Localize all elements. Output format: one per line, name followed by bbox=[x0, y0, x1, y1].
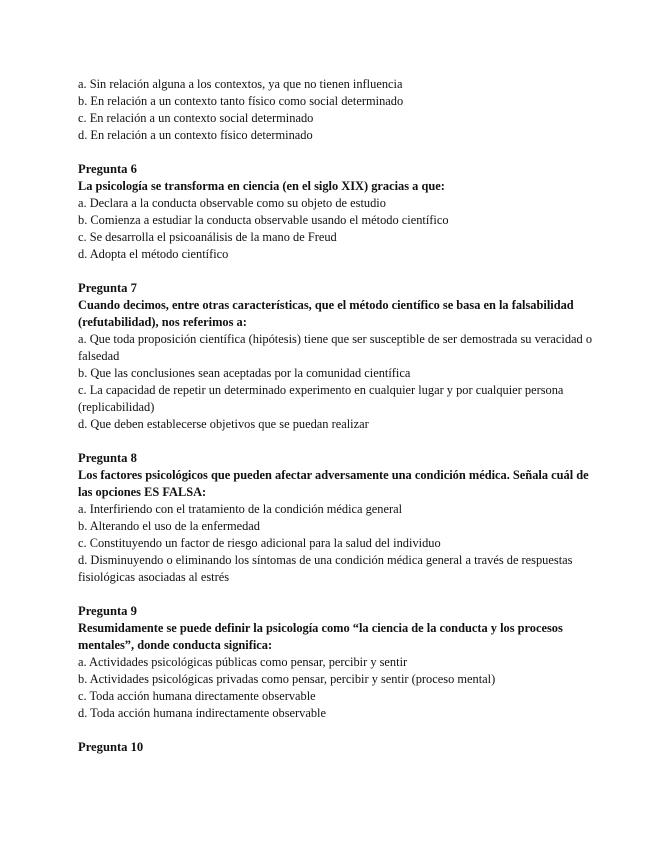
option-b: b. Comienza a estudiar la conducta observable usando el método científico bbox=[78, 213, 449, 227]
question-text: Cuando decimos, entre otras características, que el método científico se basa en la falsabilidad (refutabilidad), nos referimos a: bbox=[78, 298, 574, 329]
question-title: Pregunta 9 bbox=[78, 604, 137, 618]
option-d: d. Toda acción humana indirectamente observable bbox=[78, 706, 326, 720]
option-a: a. Declara a la conducta observable como su objeto de estudio bbox=[78, 196, 386, 210]
question-6 bbox=[78, 161, 598, 263]
option-c: c. Constituyendo un factor de riesgo adicional para la salud del individuo bbox=[78, 536, 441, 550]
option-d: d. Disminuyendo o eliminando los síntomas de una condición médica general a través de respuestas fisiológicas asociadas al estrés bbox=[78, 553, 573, 584]
question-title: Pregunta 10 bbox=[78, 740, 144, 754]
option-a: a. Sin relación alguna a los contextos, ya que no tienen influencia bbox=[78, 77, 403, 91]
question-10 bbox=[78, 739, 598, 756]
option-b: b. Que las conclusiones sean aceptadas por la comunidad científica bbox=[78, 366, 411, 380]
document-page bbox=[78, 76, 598, 756]
question-text: La psicología se transforma en ciencia (en el siglo XIX) gracias a que: bbox=[78, 179, 445, 193]
question-8 bbox=[78, 450, 598, 586]
option-d: d. Que deben establecerse objetivos que se puedan realizar bbox=[78, 417, 369, 431]
question-title: Pregunta 7 bbox=[78, 281, 137, 295]
option-d: d. Adopta el método científico bbox=[78, 247, 229, 261]
option-c: c. Se desarrolla el psicoanálisis de la mano de Freud bbox=[78, 230, 337, 244]
option-c: c. La capacidad de repetir un determinado experimento en cualquier lugar y por cualquier persona (replicabilidad) bbox=[78, 383, 564, 414]
intro-options bbox=[78, 76, 598, 144]
option-a: a. Actividades psicológicas públicas como pensar, percibir y sentir bbox=[78, 655, 408, 669]
option-a: a. Que toda proposición científica (hipótesis) tiene que ser susceptible de ser demostrada su veracidad o falsedad bbox=[78, 332, 593, 363]
question-text: Resumidamente se puede definir la psicología como “la ciencia de la conducta y los procesos mentales”, donde conducta significa: bbox=[78, 621, 563, 652]
question-title: Pregunta 6 bbox=[78, 162, 137, 176]
option-b: b. En relación a un contexto tanto físico como social determinado bbox=[78, 94, 404, 108]
question-title: Pregunta 8 bbox=[78, 451, 137, 465]
option-b: b. Alterando el uso de la enfermedad bbox=[78, 519, 261, 533]
option-d: d. En relación a un contexto físico determinado bbox=[78, 128, 313, 142]
option-a: a. Interfiriendo con el tratamiento de la condición médica general bbox=[78, 502, 403, 516]
question-7 bbox=[78, 280, 598, 433]
option-c: c. En relación a un contexto social determinado bbox=[78, 111, 314, 125]
option-c: c. Toda acción humana directamente observable bbox=[78, 689, 316, 703]
question-text: Los factores psicológicos que pueden afectar adversamente una condición médica. Señala cuál de las opciones ES FALSA: bbox=[78, 468, 589, 499]
option-b: b. Actividades psicológicas privadas como pensar, percibir y sentir (proceso mental) bbox=[78, 672, 496, 686]
question-9 bbox=[78, 603, 598, 722]
